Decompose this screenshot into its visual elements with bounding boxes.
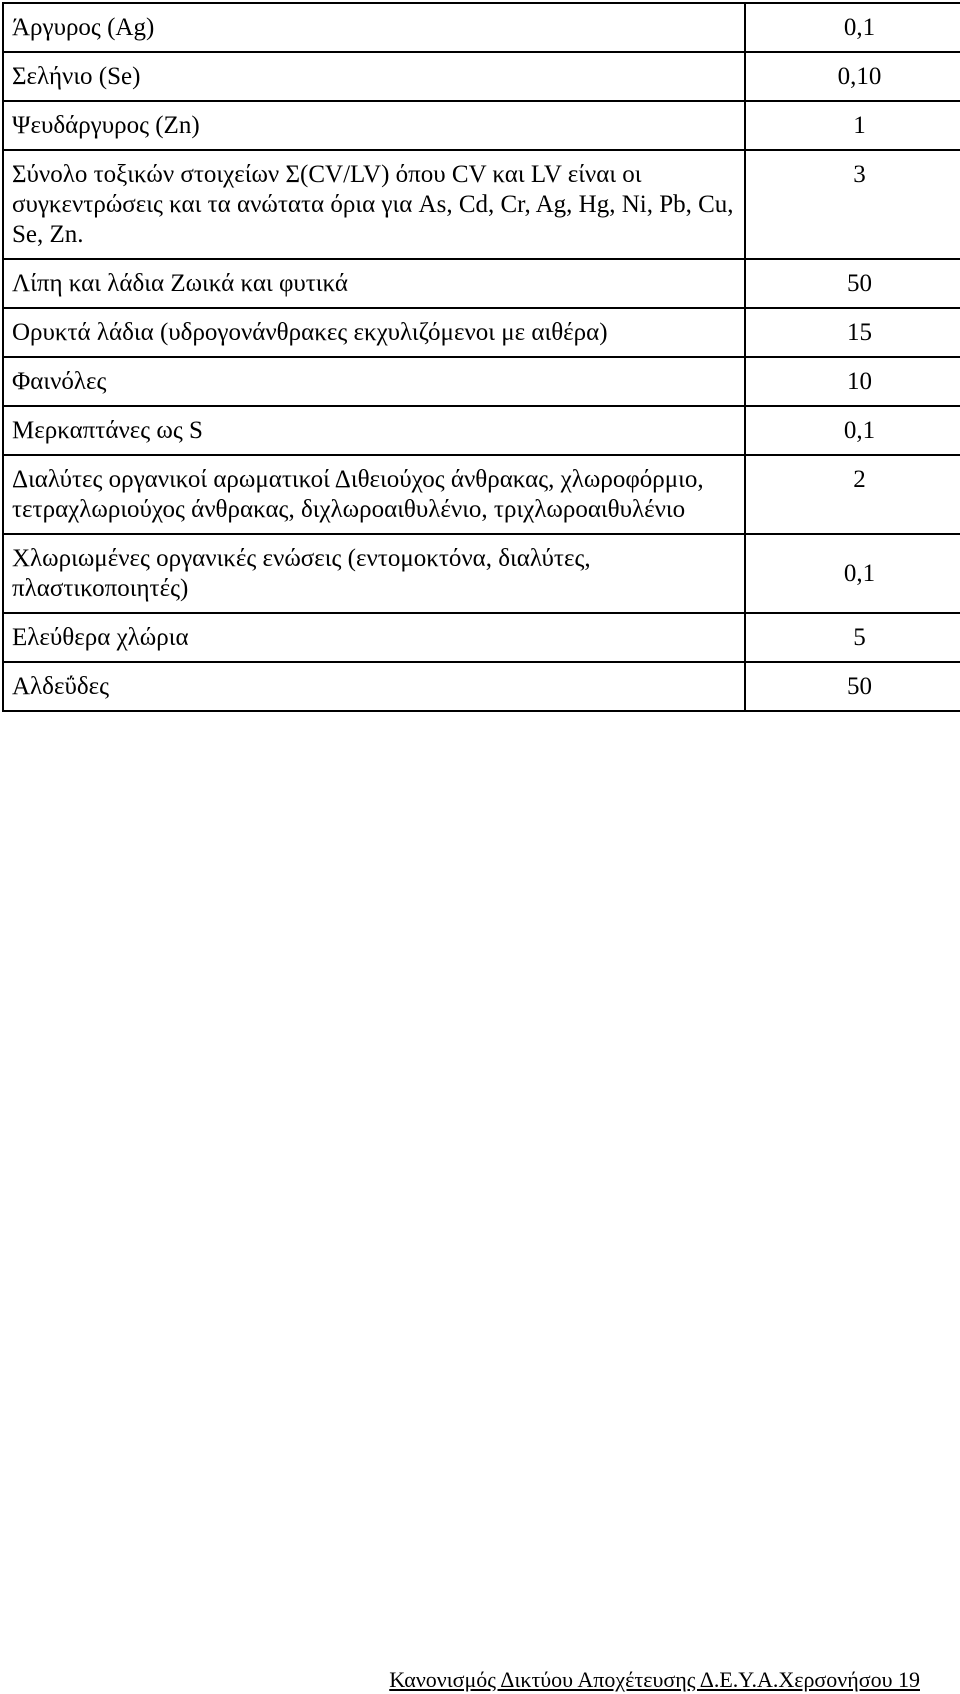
table-row	[3, 534, 960, 613]
substance-cell: Σελήνιο (Se)	[3, 52, 745, 101]
limit-value-cell: 0,1	[745, 406, 960, 455]
table-row	[3, 52, 960, 101]
limit-value-cell: 15	[745, 308, 960, 357]
limit-value-cell: 5	[745, 613, 960, 662]
table-row	[3, 259, 960, 308]
table-row	[3, 308, 960, 357]
limit-value-cell: 2	[745, 455, 960, 534]
substance-cell: Φαινόλες	[3, 357, 745, 406]
table-row	[3, 455, 960, 534]
table-row	[3, 150, 960, 259]
page-footer	[389, 1668, 920, 1692]
limit-value-cell: 50	[745, 662, 960, 711]
substance-cell: Ψευδάργυρος (Zn)	[3, 101, 745, 150]
table-row	[3, 662, 960, 711]
footer-title: Κανονισμός Δικτύου Αποχέτευσης Δ.Ε.Υ.Α.Χερσονήσου	[389, 1667, 893, 1692]
pollutant-limits-table	[2, 2, 960, 712]
table-row	[3, 3, 960, 52]
substance-cell: Ελεύθερα χλώρια	[3, 613, 745, 662]
table-row	[3, 613, 960, 662]
table-row	[3, 357, 960, 406]
table-row	[3, 101, 960, 150]
substance-cell: Άργυρος (Ag)	[3, 3, 745, 52]
limit-value-cell: 10	[745, 357, 960, 406]
substance-cell: Λίπη και λάδια Ζωικά και φυτικά	[3, 259, 745, 308]
limit-value-cell: 0,1	[745, 3, 960, 52]
limit-value-cell: 3	[745, 150, 960, 259]
table-row	[3, 406, 960, 455]
substance-cell: Αλδεΰδες	[3, 662, 745, 711]
substance-cell: Ορυκτά λάδια (υδρογονάνθρακες εκχυλιζόμενοι με αιθέρα)	[3, 308, 745, 357]
limit-value-cell: 50	[745, 259, 960, 308]
substance-cell: Σύνολο τοξικών στοιχείων Σ(CV/LV) όπου CV και LV είναι οι συγκεντρώσεις και τα ανώτατα όρια για As, Cd, Cr, Ag, Hg, Ni, Pb, Cu, Se, Zn.	[3, 150, 745, 259]
substance-cell: Χλωριωμένες οργανικές ενώσεις (εντομοκτόνα, διαλύτες, πλαστικοποιητές)	[3, 534, 745, 613]
limit-value-cell: 0,1	[745, 534, 960, 613]
limit-value-cell: 1	[745, 101, 960, 150]
limit-value-cell: 0,10	[745, 52, 960, 101]
page-number: 19	[898, 1667, 920, 1692]
substance-cell: Διαλύτες οργανικοί αρωματικοί Διθειούχος άνθρακας, χλωροφόρμιο, τετραχλωριούχος άνθρακας, διχλωροαιθυλένιο, τριχλωροαιθυλένιο	[3, 455, 745, 534]
substance-cell: Μερκαπτάνες ως S	[3, 406, 745, 455]
